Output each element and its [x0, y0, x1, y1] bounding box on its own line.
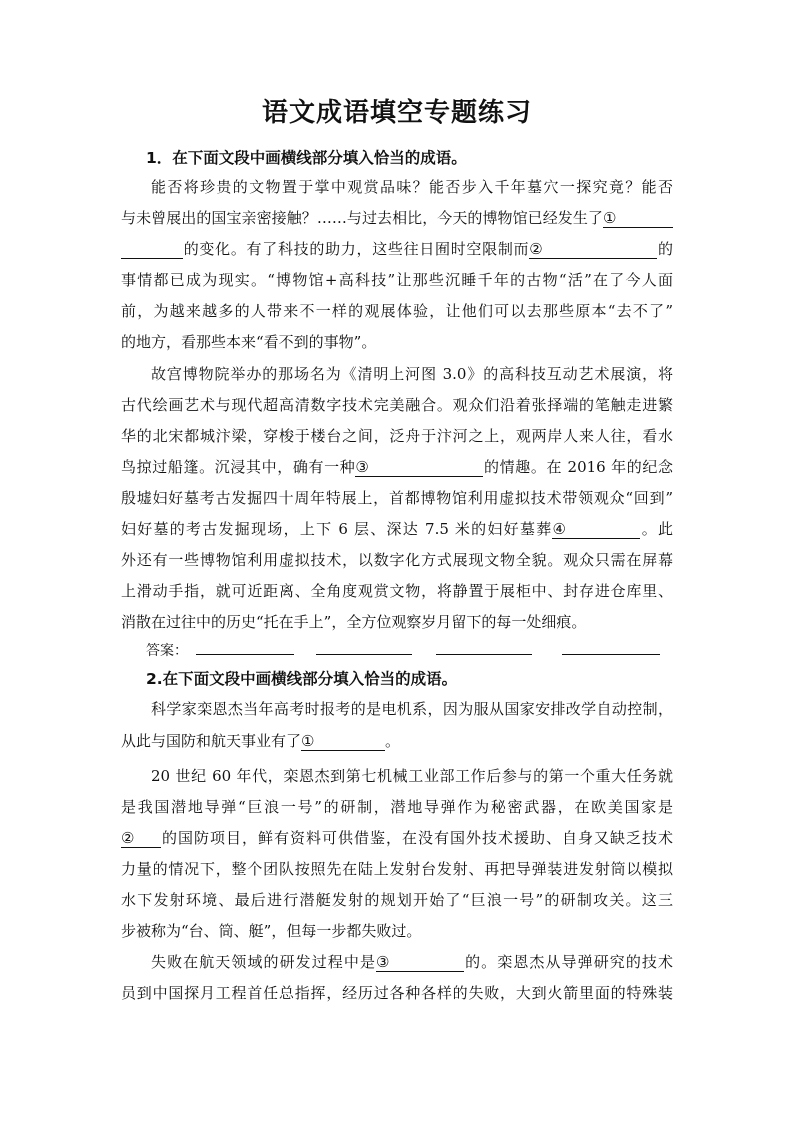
- q2-blank-1[interactable]: ①: [301, 732, 385, 751]
- question-2-heading: 2.在下面文段中画横线部分填入恰当的成语。: [146, 670, 458, 688]
- q2-text-line: ② 的国防项目，鲜有资料可供借鉴，在没有国外技术援助、自身又缺乏技术: [121, 829, 673, 847]
- q1-text-line: 华的北宋都城汴梁，穿梭于楼台之间，泛舟于汴河之上，观两岸人来人往，看水: [121, 427, 673, 445]
- q2-text-line: 从此与国防和航天事业有了① 。: [121, 732, 401, 750]
- answer-blank-3[interactable]: [436, 654, 532, 655]
- q1-text-line: 上滑动手指，就可近距离、全角度观赏文物，将静置于展柜中、封存进仓库里、: [121, 582, 673, 600]
- q2-text-line: 力量的情况下，整个团队按照先在陆上发射台发射、再把导弹装进发射筒以模拟: [121, 860, 673, 878]
- q1-text-line: 殷墟妇好墓考古发掘四十周年特展上，首都博物馆利用虚拟技术带领观众“回到”: [121, 489, 673, 507]
- answer-blank-1[interactable]: [196, 654, 294, 655]
- q1-text-line: 的变化。有了科技的助力，这些往日囿时空限制而② 的: [121, 239, 673, 259]
- q2-text-line: 步被称为“台、筒、艇”，但每一步都失败过。: [121, 922, 422, 940]
- page-title: 语文成语填空专题练习: [261, 98, 532, 128]
- q1-text-line: 能否将珍贵的文物置于掌中观赏品味？能否步入千年墓穴一探究竟？能否: [151, 178, 673, 196]
- q1-text-line: 的地方，看那些本来“看不到的事物”。: [121, 333, 377, 351]
- q1-blank-4[interactable]: ④: [552, 520, 640, 539]
- q1-text-line: 古代绘画艺术与现代超高清数字技术完美融合。观众们沿着张择端的笔触走进繁: [121, 396, 673, 414]
- q1-blank-2[interactable]: ②: [529, 240, 657, 259]
- q1-blank-1[interactable]: ①: [603, 209, 673, 228]
- q2-text-line: 是我国潜地导弹“巨浪一号”的研制，潜地导弹作为秘密武器，在欧美国家是: [121, 798, 673, 816]
- question-1-heading: 1．在下面文段中画横线部分填入恰当的成语。: [146, 149, 467, 167]
- q1-text-line: 妇好墓的考古发掘现场，上下 6 层、深达 7.5 米的妇好墓葬④ 。此: [121, 520, 673, 538]
- q1-text-line: 事情都已成为现实。“博物馆+高科技”让那些沉睡千年的古物“活”在了今人面: [121, 271, 673, 289]
- q1-blank-3[interactable]: ③: [355, 458, 483, 477]
- answer-blank-2[interactable]: [316, 654, 412, 655]
- q1-text-line: 前，为越来越多的人带来不一样的观展体验，让他们可以去那些原本“去不了”: [121, 302, 673, 320]
- q2-text-line: 失败在航天领域的研发过程中是③ 的。栾恩杰从导弹研究的技术: [151, 953, 673, 971]
- q1-text-line: 鸟掠过船篷。沉浸其中，确有一种③ 的情趣。在 2016 年的纪念: [121, 458, 673, 476]
- q1-text-line: 与未曾展出的国宝亲密接触？……与过去相比，今天的博物馆已经发生了①: [121, 208, 673, 228]
- q2-text-line: 水下发射环境、最后进行潜艇发射的规划开始了“巨浪一号”的研制攻关。这三: [121, 891, 673, 909]
- q2-text-line: 员到中国探月工程首任总指挥，经历过各种各样的失败，大到火箭里面的特殊装: [121, 984, 673, 1002]
- answer-label: 答案：: [146, 643, 188, 659]
- q1-text-line: 外还有一些博物馆利用虚拟技术，以数字化方式展现文物全貌。观众只需在屏幕: [121, 551, 673, 569]
- answer-blank-4[interactable]: [562, 654, 660, 655]
- q2-text-line: 科学家栾恩杰当年高考时报考的是电机系，因为服从国家安排改学自动控制，: [151, 700, 673, 718]
- q1-text-line: 消散在过往中的历史“托在手上”，全方位观察岁月留下的每一处细痕。: [121, 613, 587, 631]
- q2-text-line: 20 世纪 60 年代，栾恩杰到第七机械工业部工作后参与的第一个重大任务就: [151, 767, 673, 785]
- q1-text-line: 故宫博物院举办的那场名为《清明上河图 3.0》的高科技互动艺术展演，将: [151, 365, 673, 383]
- q1-blank-1-cont[interactable]: [121, 240, 183, 259]
- q2-blank-2[interactable]: ②: [121, 829, 161, 848]
- q2-blank-3[interactable]: ③: [376, 953, 464, 972]
